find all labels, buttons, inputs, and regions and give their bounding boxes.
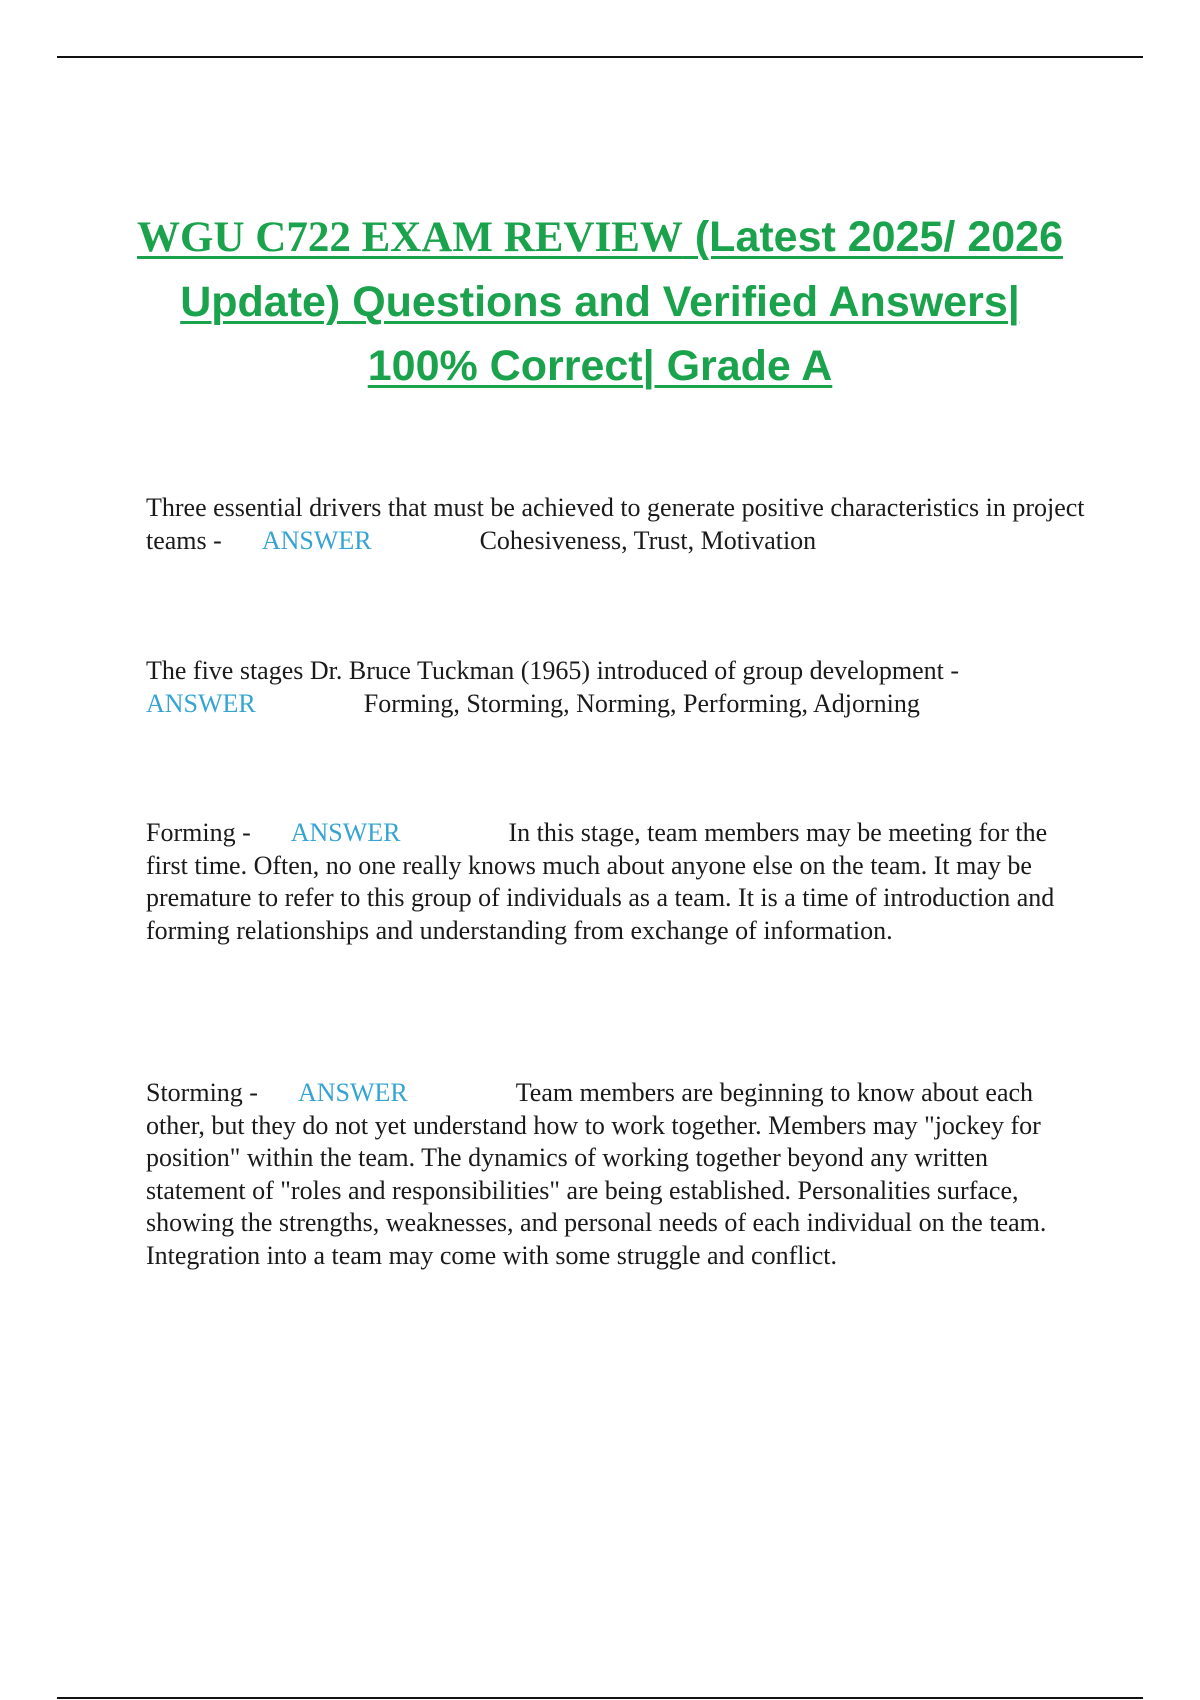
question-text: Storming -	[146, 1078, 258, 1107]
answer-text: Cohesiveness, Trust, Motivation	[479, 525, 817, 555]
question-text: The five stages Dr. Bruce Tuckman (1965) introduced of group development -	[146, 656, 960, 685]
answer-text: In this stage, team members may be meeting for the first time. Often, no one really knows much about anyone else on the team. It may be premature to refer to this group of individuals as a team. It is a time of introduction and forming relationships and understanding from exchange of information.	[146, 818, 1055, 945]
document-title-part-2: (Latest 2025/ 2026 Update) Questions and Verified Answers| 100% Correct| Grade A	[180, 213, 1063, 390]
answer-text: Forming, Storming, Norming, Performing, Adjorning	[363, 688, 920, 718]
answer-label: ANSWER	[290, 818, 401, 847]
document-title	[120, 205, 1080, 398]
answer-label: ANSWER	[146, 688, 256, 718]
qa-item	[146, 817, 1086, 947]
document-title-part-1: WGU C722 EXAM REVIEW	[137, 214, 683, 261]
qa-item	[146, 1077, 1086, 1273]
qa-item	[146, 655, 1086, 720]
footer-rule	[57, 1697, 1143, 1699]
question-text: Forming -	[146, 818, 251, 847]
header-rule	[57, 56, 1143, 58]
answer-label: ANSWER	[297, 1078, 408, 1107]
answer-label: ANSWER	[261, 525, 372, 555]
qa-item	[146, 492, 1086, 557]
answer-text: Team members are beginning to know about each other, but they do not yet understand how to work together. Members may "jockey for position" within the team. The dynamics of working together beyond any written statement of "roles and responsibilities" are being established. Personalities surface, showing the strengths, weaknesses, and personal needs of each individual on the team. Integration into a team may come with some struggle and conflict.	[146, 1078, 1047, 1270]
question-text: Three essential drivers that must be achieved to generate positive characteristics in project teams -	[146, 493, 1085, 555]
